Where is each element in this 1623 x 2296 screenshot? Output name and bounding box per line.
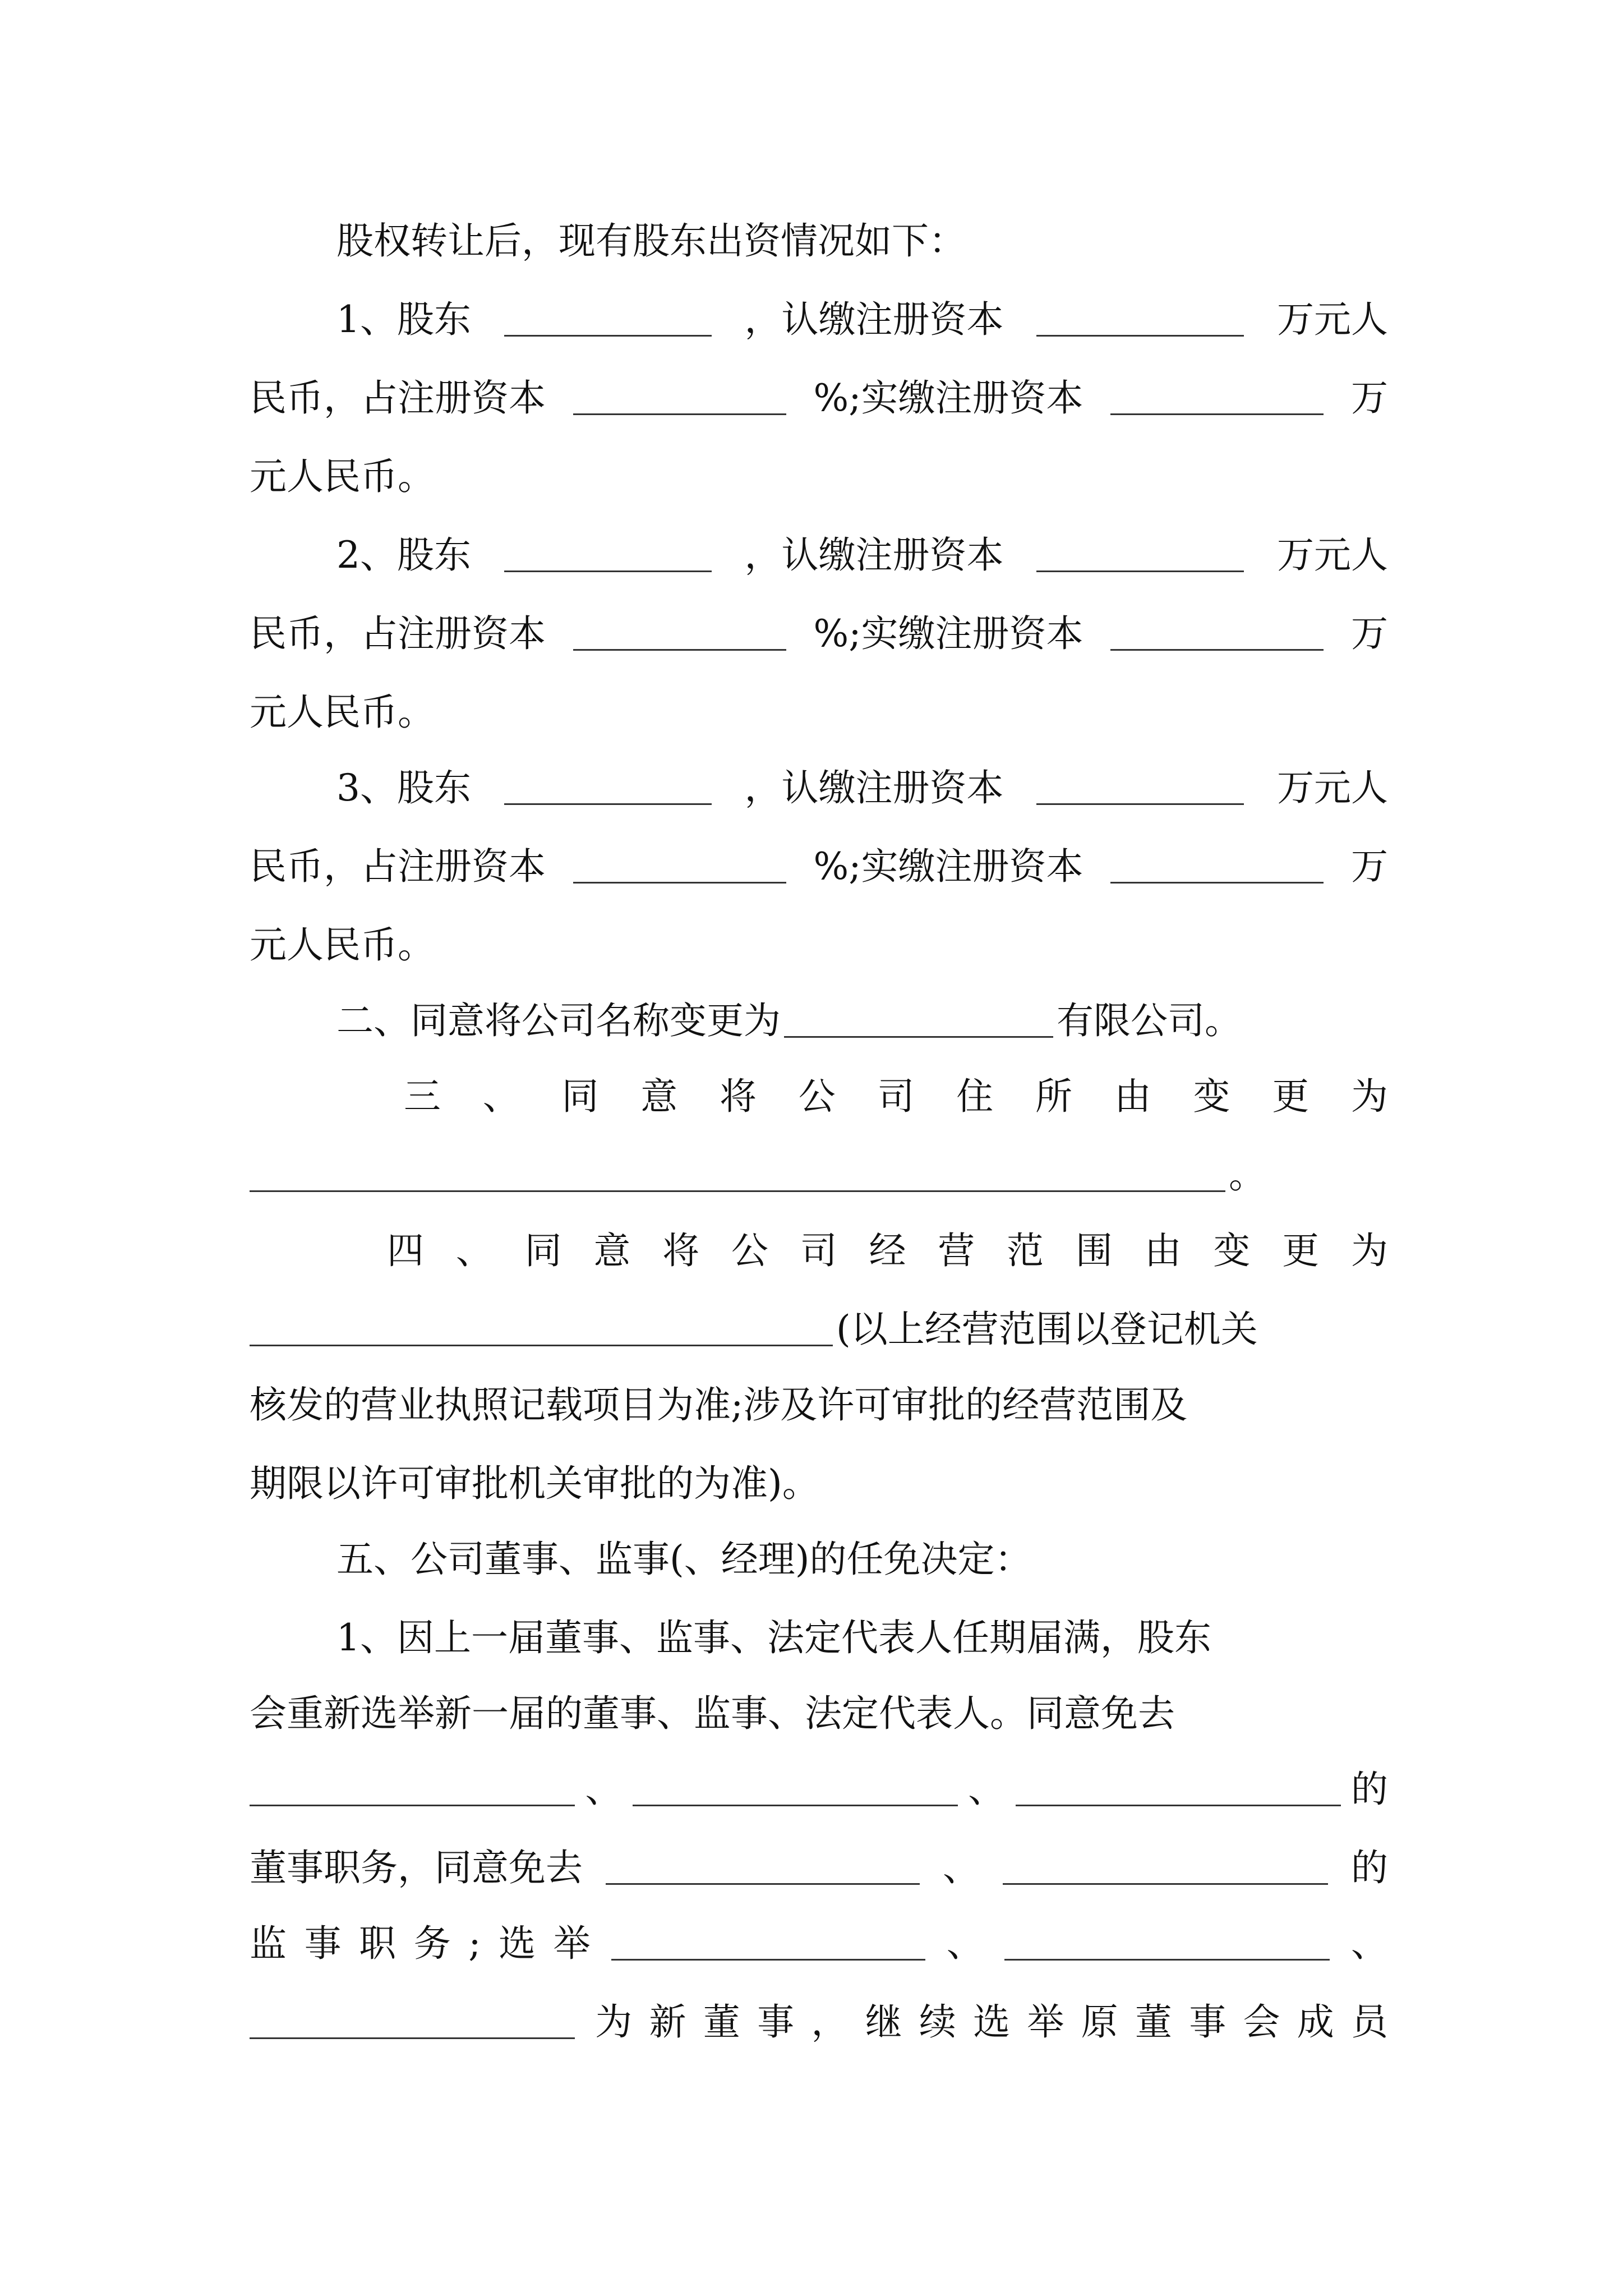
paid-capital-blank bbox=[1110, 382, 1324, 415]
section-5-char: ; bbox=[468, 1922, 481, 1965]
de-text: 的 bbox=[1351, 1846, 1388, 1889]
section-4-line-3-text: 核发的营业执照记载项目为准;涉及许可审批的经营范围及 bbox=[250, 1383, 1188, 1427]
intro-text: 股权转让后，现有股东出资情况如下： bbox=[336, 219, 966, 263]
shareholder-3-line-2 bbox=[250, 833, 1388, 900]
share-ratio-blank bbox=[573, 850, 786, 884]
share-ratio-blank bbox=[573, 382, 786, 415]
section-5-line-2-text: 会重新选举新一届的董事、监事、法定代表人。同意免去 bbox=[250, 1692, 1175, 1735]
section-5-char: 为 bbox=[595, 2000, 633, 2044]
section-5-char: 选 bbox=[499, 1922, 536, 1965]
section-5-line-4-prefix: 董事职务，同意免去 bbox=[250, 1846, 583, 1889]
paid-capital-label: %;实缴注册资本 bbox=[813, 845, 1083, 888]
section-5-heading-text: 五、公司董事、监事(、经理)的任免决定： bbox=[336, 1538, 1032, 1581]
section-5-char: 选 bbox=[973, 2000, 1011, 2044]
section-3-char: 同 bbox=[561, 1075, 599, 1118]
company-name-blank bbox=[784, 1005, 1053, 1038]
separator-text: 、 bbox=[968, 1768, 1006, 1811]
director-blank-1 bbox=[250, 1773, 575, 1806]
section-4-line-3 bbox=[250, 1372, 1388, 1439]
section-5-heading bbox=[336, 1526, 1388, 1593]
currency-end-text: 元人民币。 bbox=[250, 455, 435, 498]
shareholder-label: 1、股东 bbox=[336, 298, 471, 341]
shareholder-1-line-1 bbox=[336, 286, 1388, 353]
subscribed-capital-blank bbox=[1036, 539, 1244, 572]
section-4-char: 范 bbox=[1007, 1229, 1044, 1272]
shareholder-name-blank bbox=[504, 303, 712, 337]
section-5-char: 董 bbox=[1135, 2000, 1172, 2044]
section-4-line-4-text: 期限以许可审批机关审批的为准)。 bbox=[250, 1462, 819, 1505]
section-4-char: 围 bbox=[1075, 1229, 1113, 1272]
supervisor-blank-2 bbox=[1003, 1852, 1328, 1885]
separator-text: 、 bbox=[1350, 1922, 1388, 1965]
section-4-char: 同 bbox=[524, 1229, 562, 1272]
shareholder-3-line-3 bbox=[250, 912, 1388, 979]
paid-capital-label: %;实缴注册资本 bbox=[813, 376, 1083, 420]
section-5-char: 举 bbox=[553, 1922, 591, 1965]
separator-text: 、 bbox=[585, 1768, 623, 1811]
new-director-blank-1 bbox=[611, 1927, 925, 1961]
section-4-char: 将 bbox=[662, 1229, 700, 1272]
section-5-char: 继 bbox=[865, 2000, 902, 2044]
shareholder-2-line-3 bbox=[250, 679, 1388, 746]
shareholder-2-line-1 bbox=[336, 522, 1388, 589]
shareholder-label: 2、股东 bbox=[336, 533, 471, 577]
section-3-char: 由 bbox=[1114, 1075, 1151, 1118]
section-4-line-4 bbox=[250, 1450, 1388, 1517]
section-4-char: 意 bbox=[593, 1229, 631, 1272]
shareholder-1-line-2 bbox=[250, 365, 1388, 432]
section-5-char: 原 bbox=[1081, 2000, 1118, 2044]
section-4-char: 经 bbox=[869, 1229, 906, 1272]
shareholder-name-blank bbox=[504, 539, 712, 572]
section-5-char: 举 bbox=[1027, 2000, 1064, 2044]
subscribed-capital-label: ，认缴注册资本 bbox=[744, 533, 1004, 577]
intro-line bbox=[336, 208, 1388, 275]
section-4-line-2-suffix: (以上经营范围以登记机关 bbox=[836, 1308, 1258, 1351]
shareholder-3-line-1 bbox=[336, 754, 1388, 822]
section-5-line-1 bbox=[336, 1604, 1388, 1672]
subscribed-capital-label: ，认缴注册资本 bbox=[744, 766, 1004, 809]
section-5-char: 成 bbox=[1297, 2000, 1334, 2044]
section-5-char: 事 bbox=[1189, 2000, 1227, 2044]
shareholder-2-line-2 bbox=[250, 600, 1388, 668]
section-4-char: 更 bbox=[1282, 1229, 1320, 1272]
section-5-char: 续 bbox=[919, 2000, 956, 2044]
section-5-char: 会 bbox=[1243, 2000, 1280, 2044]
paid-capital-label: %;实缴注册资本 bbox=[813, 612, 1083, 655]
currency-end-text: 元人民币。 bbox=[250, 923, 435, 967]
section-5-char: 职 bbox=[359, 1922, 396, 1965]
section-3-end: 。 bbox=[1229, 1153, 1266, 1197]
section-3-char: 、 bbox=[482, 1075, 520, 1118]
share-ratio-label: 民币，占注册资本 bbox=[250, 612, 546, 655]
section-4-line-2 bbox=[250, 1296, 1388, 1363]
section-3-char: 将 bbox=[720, 1075, 757, 1118]
section-5-char: 新 bbox=[649, 2000, 686, 2044]
shareholder-label: 3、股东 bbox=[336, 766, 471, 809]
section-5-char: 事 bbox=[304, 1922, 342, 1965]
separator-text: 、 bbox=[946, 1922, 984, 1965]
section-4-char: 营 bbox=[938, 1229, 975, 1272]
share-ratio-label: 民币，占注册资本 bbox=[250, 845, 546, 888]
section-4-char: 、 bbox=[455, 1229, 493, 1272]
rename-prefix: 二、同意将公司名称变更为 bbox=[336, 999, 781, 1042]
section-3-char: 变 bbox=[1193, 1075, 1230, 1118]
section-5-line-3 bbox=[250, 1756, 1388, 1823]
section-3-char: 为 bbox=[1351, 1075, 1388, 1118]
section-3-char: 住 bbox=[956, 1075, 994, 1118]
section-3-char: 更 bbox=[1272, 1075, 1310, 1118]
section-5-line-4 bbox=[250, 1834, 1388, 1902]
subscribed-capital-blank bbox=[1036, 772, 1244, 805]
section-5-line-5 bbox=[250, 1910, 1388, 1977]
wan-text: 万 bbox=[1350, 376, 1388, 420]
section-4-char: 公 bbox=[731, 1229, 768, 1272]
subscribed-capital-blank bbox=[1036, 303, 1244, 337]
section-4-char: 由 bbox=[1144, 1229, 1182, 1272]
currency-text: 万元人 bbox=[1277, 766, 1388, 809]
share-ratio-label: 民币，占注册资本 bbox=[250, 376, 546, 420]
de-text: 的 bbox=[1350, 1768, 1388, 1811]
section-4-char: 司 bbox=[800, 1229, 837, 1272]
section-3-line-2 bbox=[250, 1142, 1388, 1209]
new-director-blank-3 bbox=[250, 2006, 575, 2039]
paid-capital-blank bbox=[1110, 850, 1324, 884]
supervisor-blank-1 bbox=[606, 1852, 920, 1885]
section-5-char: 监 bbox=[250, 1922, 287, 1965]
section-3-char: 所 bbox=[1035, 1075, 1072, 1118]
director-blank-3 bbox=[1016, 1773, 1341, 1806]
wan-text: 万 bbox=[1350, 845, 1388, 888]
section-5-char: 董 bbox=[703, 2000, 740, 2044]
paid-capital-blank bbox=[1110, 618, 1324, 651]
section-3-char: 意 bbox=[640, 1075, 678, 1118]
shareholder-1-line-3 bbox=[250, 443, 1388, 510]
business-scope-blank bbox=[250, 1313, 833, 1346]
new-director-blank-2 bbox=[1004, 1927, 1330, 1961]
section-4-char: 变 bbox=[1213, 1229, 1251, 1272]
section-5-line-2 bbox=[250, 1680, 1388, 1747]
section-4-line-1 bbox=[387, 1217, 1388, 1285]
section-3-char: 司 bbox=[877, 1075, 915, 1118]
wan-text: 万 bbox=[1350, 612, 1388, 655]
section-4-char: 为 bbox=[1350, 1229, 1388, 1272]
section-5-char: 员 bbox=[1350, 2000, 1388, 2044]
subscribed-capital-label: ，认缴注册资本 bbox=[744, 298, 1004, 341]
section-3-line-1 bbox=[404, 1063, 1388, 1130]
section-3-char: 三 bbox=[404, 1075, 441, 1118]
section-4-char: 四 bbox=[387, 1229, 424, 1272]
section-3-char: 公 bbox=[798, 1075, 836, 1118]
section-5-char: 事 bbox=[757, 2000, 795, 2044]
address-blank bbox=[250, 1159, 1225, 1192]
shareholder-name-blank bbox=[504, 772, 712, 805]
section-5-line-6 bbox=[250, 1989, 1388, 2056]
section-2-line bbox=[336, 987, 1388, 1055]
section-5-char: ， bbox=[811, 2000, 849, 2044]
currency-text: 万元人 bbox=[1277, 298, 1388, 341]
section-5-line-1-text: 1、因上一届董事、监事、法定代表人任期届满，股东 bbox=[336, 1616, 1211, 1659]
currency-text: 万元人 bbox=[1277, 533, 1388, 577]
share-ratio-blank bbox=[573, 618, 786, 651]
section-5-char: 务 bbox=[413, 1922, 451, 1965]
separator-text: 、 bbox=[943, 1846, 980, 1889]
currency-end-text: 元人民币。 bbox=[250, 691, 435, 734]
rename-suffix: 有限公司。 bbox=[1057, 999, 1242, 1042]
director-blank-2 bbox=[633, 1773, 958, 1806]
